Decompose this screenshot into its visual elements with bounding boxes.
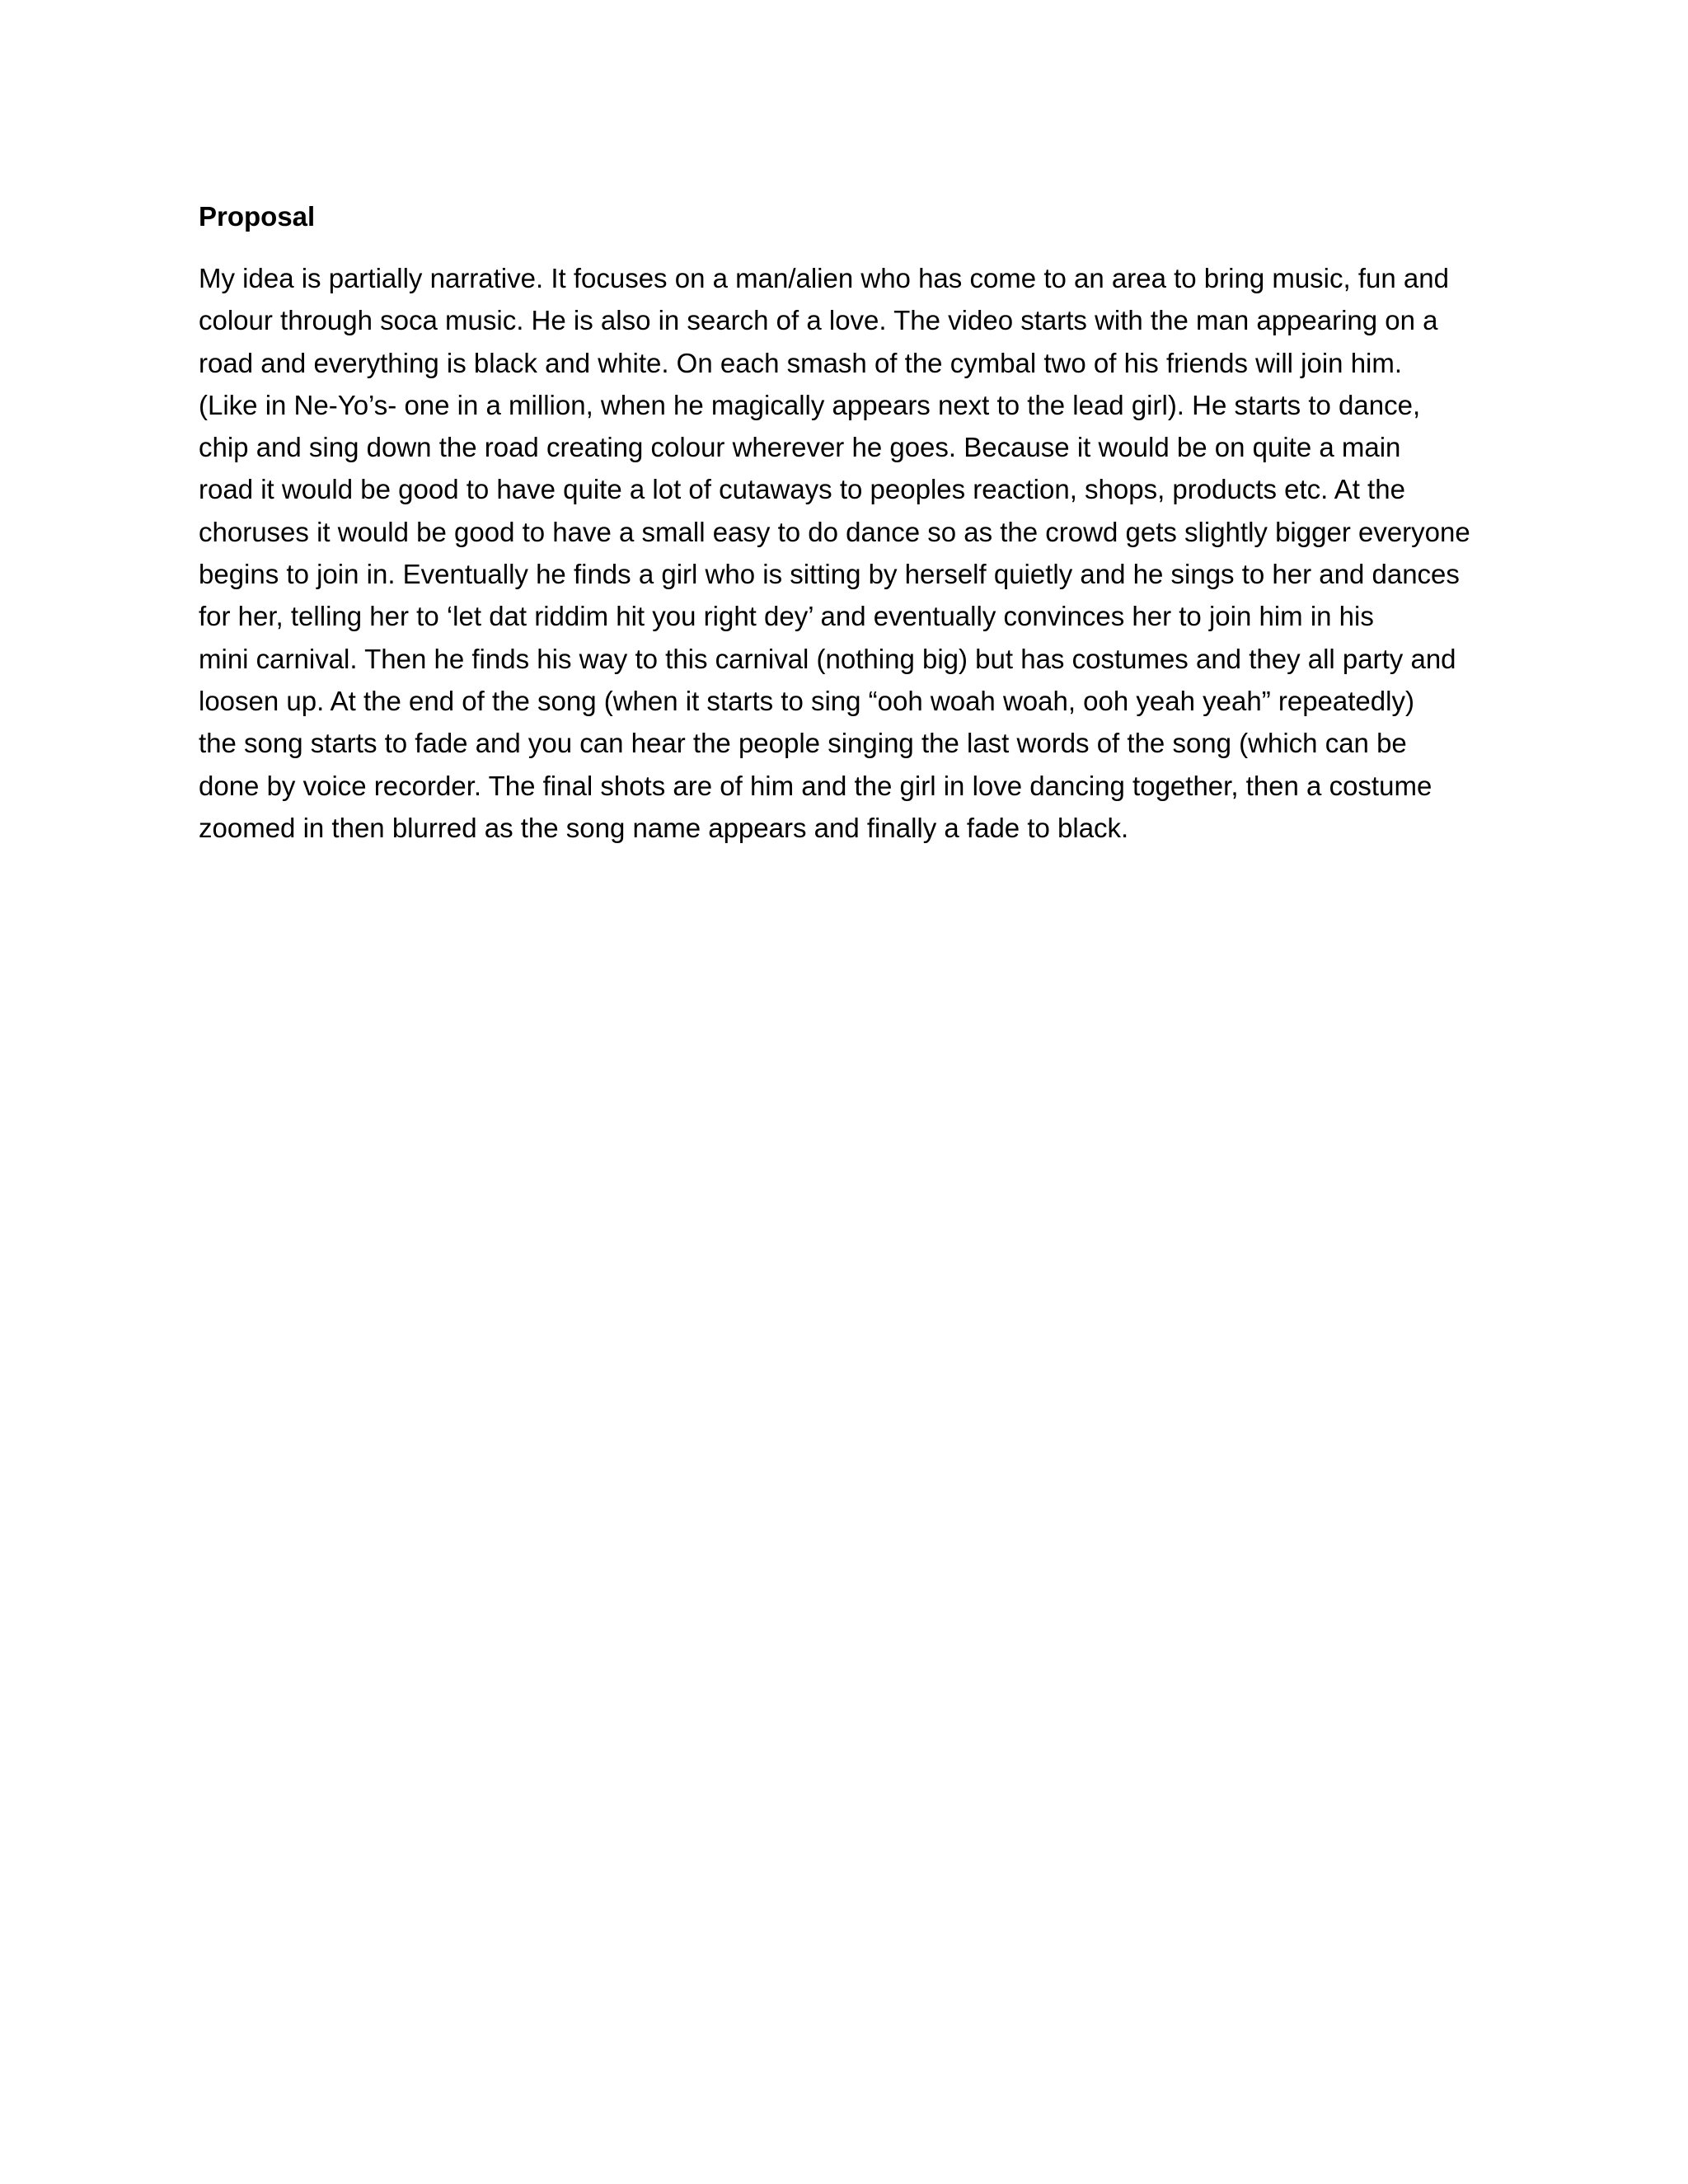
proposal-paragraph xyxy=(199,257,1493,849)
paragraph-line: choruses it would be good to have a small easy to do dance so as the crowd gets slightly bigger everyone xyxy=(199,516,1470,547)
document-body xyxy=(199,196,1493,849)
paragraph-line: loosen up. At the end of the song (when it starts to sing “ooh woah woah, ooh yeah yeah” repeatedly) xyxy=(199,685,1414,716)
paragraph-line: (Like in Ne-Yo’s- one in a million, when he magically appears next to the lead girl). He starts to dance, xyxy=(199,389,1421,420)
paragraph-line: mini carnival. Then he finds his way to this carnival (nothing big) but has costumes and they all party and xyxy=(199,643,1456,674)
paragraph-line: road it would be good to have quite a lot of cutaways to peoples reaction, shops, products etc. At the xyxy=(199,474,1405,505)
paragraph-line: My idea is partially narrative. It focuses on a man/alien who has come to an area to bring music, fun and xyxy=(199,263,1449,293)
paragraph-line: colour through soca music. He is also in search of a love. The video starts with the man appearing on a xyxy=(199,305,1438,336)
paragraph-line: chip and sing down the road creating colour wherever he goes. Because it would be on quite a main xyxy=(199,432,1401,463)
document-title: Proposal xyxy=(199,201,316,232)
paragraph-line: the song starts to fade and you can hear the people singing the last words of the song (which can be xyxy=(199,728,1407,759)
paragraph-line: zoomed in then blurred as the song name appears and finally a fade to black. xyxy=(199,812,1129,843)
paragraph-line: for her, telling her to ‘let dat riddim hit you right dey’ and eventually convinces her to join him in his xyxy=(199,601,1374,632)
paragraph-line: done by voice recorder. The final shots are of him and the girl in love dancing together, then a costume xyxy=(199,770,1432,801)
paragraph-line: road and everything is black and white. On each smash of the cymbal two of his friends will join him. xyxy=(199,347,1403,378)
paragraph-line: begins to join in. Eventually he finds a girl who is sitting by herself quietly and he sings to her and dances xyxy=(199,559,1460,590)
